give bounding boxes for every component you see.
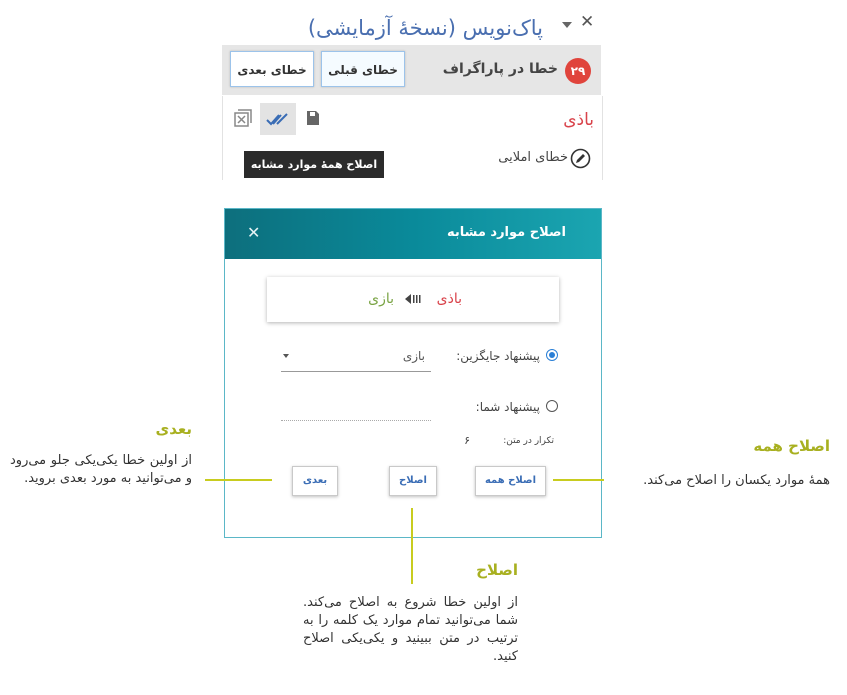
dialog-title: اصلاح موارد مشابه [446, 225, 566, 240]
callout-fix-text: از اولین خطا شروع به اصلاح می‌کند. شما می‌توانید تمام موارد یک کلمه را به ترتیب در متن ببینید و یکی‌یکی اصلاح کنید. [303, 595, 518, 664]
preview-wrong-word: باذی [436, 291, 462, 307]
error-type-label: خطای املایی [498, 150, 568, 165]
suggestion-radio[interactable] [546, 349, 558, 361]
occurrence-count-value: ۶ [464, 434, 470, 447]
callout-fix-title: اصلاح [476, 561, 518, 579]
previous-error-button[interactable]: خطای قبلی [321, 51, 405, 87]
error-count-label: خطا در پاراگراف [442, 61, 558, 77]
pencil-icon [570, 148, 591, 169]
callout-line-next [205, 479, 272, 481]
fix-all-icon[interactable] [260, 103, 296, 135]
next-error-button[interactable]: خطای بعدی [230, 51, 314, 87]
caret-down-icon [283, 354, 289, 358]
callout-next-text: از اولین خطا یکی‌یکی جلو می‌رود و می‌توانید به مورد بعدی بروید. [10, 453, 192, 486]
double-check-icon [260, 103, 296, 135]
occurrence-count-label: تکرار در متن: [503, 436, 554, 446]
dialog-close-icon[interactable]: ✕ [247, 223, 261, 242]
pane-title: پاک‌نویس (نسخهٔ آزمایشی) [307, 16, 543, 40]
fix-all-button[interactable]: اصلاح همه [475, 466, 546, 496]
custom-suggestion-input[interactable] [281, 419, 431, 421]
add-to-dictionary-icon[interactable] [305, 109, 321, 127]
next-button[interactable]: بعدی [292, 466, 338, 496]
pane-close-icon[interactable]: ✕ [580, 12, 595, 32]
preview-correct-word: بازی [368, 291, 394, 307]
suggestion-label: پیشنهاد جایگزین: [456, 349, 540, 363]
pane-menu-dropdown-icon[interactable] [562, 22, 572, 28]
fix-all-tooltip: اصلاح همهٔ موارد مشابه [244, 151, 384, 178]
callout-fix-all-text: همهٔ موارد یکسان را اصلاح می‌کند. [643, 473, 830, 488]
callout-next-title: بعدی [155, 420, 192, 438]
error-word: باذی [563, 110, 594, 130]
fix-button[interactable]: اصلاح [389, 466, 437, 496]
callout-line-fix-all [553, 479, 604, 481]
custom-suggestion-label: پیشنهاد شما: [475, 400, 540, 414]
error-count-badge: ۲۹ [565, 58, 591, 84]
suggestion-value: بازی [402, 349, 425, 363]
callout-fix-all-title: اصلاح همه [753, 437, 830, 455]
arrow-left-icon [403, 293, 423, 305]
custom-suggestion-radio[interactable] [546, 400, 558, 412]
dismiss-all-icon[interactable] [233, 108, 253, 128]
